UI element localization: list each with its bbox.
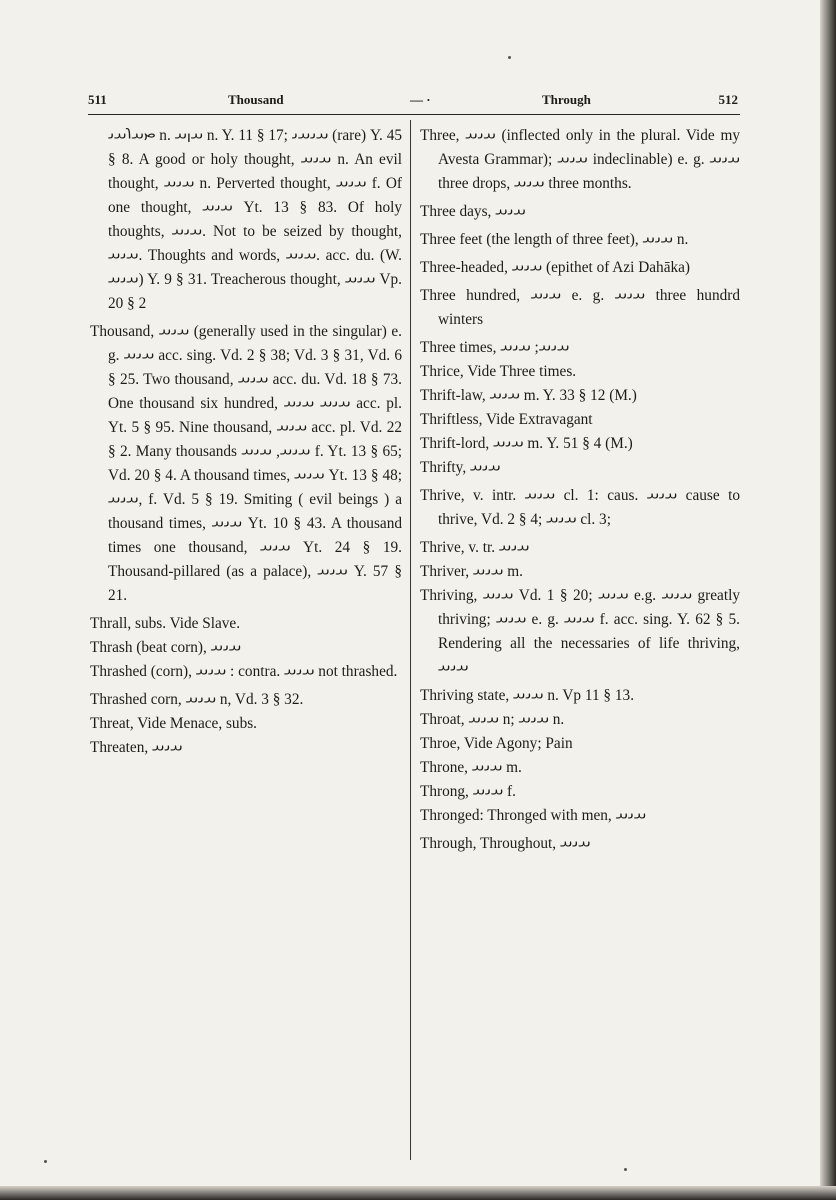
- column-divider: [410, 120, 411, 1160]
- dictionary-entry: Thrice, Vide Three times.: [420, 363, 577, 380]
- dictionary-entry: Thrift-lord, 𐬀𐬌𐬀 m. Y. 51 § 4 (M.): [420, 435, 633, 452]
- headword-right: Through: [542, 92, 591, 107]
- dictionary-entry: Through, Throughout, 𐬀𐬌𐬀: [420, 835, 591, 852]
- dictionary-entry: Threaten, 𐬀𐬌𐬀: [90, 739, 183, 756]
- dictionary-entry: Thriving, 𐬀𐬌𐬀 Vd. 1 § 20; 𐬀𐬌𐬀 e.g. 𐬀𐬌𐬀 greatly thriving; 𐬀𐬌𐬀 e. g. 𐬀𐬌𐬀 f. acc. sing. Y. 62 § 5. Rendering all the necessaries of life thriving, 𐬀𐬌𐬀: [420, 587, 740, 676]
- left-column: [90, 124, 402, 760]
- headword-left: Thousand: [228, 92, 284, 107]
- dictionary-entry: Thrall, subs. Vide Slave.: [90, 615, 241, 632]
- dictionary-entry: Three feet (the length of three feet), 𐬀𐬌𐬀 n.: [420, 231, 689, 248]
- paper-speck: [44, 1160, 47, 1163]
- dictionary-entry: Thrive, v. tr. 𐬀𐬌𐬀: [420, 539, 530, 556]
- dictionary-entry: Thrift-law, 𐬀𐬌𐬀 m. Y. 33 § 12 (M.): [420, 387, 637, 404]
- paper-speck: [508, 56, 511, 59]
- dictionary-entry: Throng, 𐬀𐬌𐬀 f.: [420, 783, 516, 800]
- dictionary-entry: Thrashed corn, 𐬀𐬌𐬀 n, Vd. 3 § 32.: [90, 691, 304, 708]
- dictionary-entry: Three days, 𐬀𐬌𐬀: [420, 203, 526, 220]
- paper-speck: [624, 1168, 627, 1171]
- dictionary-entry: Thriver, 𐬀𐬌𐬀 m.: [420, 563, 523, 580]
- dictionary-entry: Threat, Vide Menace, subs.: [90, 715, 258, 732]
- dictionary-entry: Throat, 𐬀𐬌𐬀 n; 𐬀𐬌𐬀 n.: [420, 711, 565, 728]
- dictionary-entry: 𐬙𐬀𐬭𐬀𐬌 n. 𐬀𐬥𐬀 n. Y. 11 § 17; 𐬀𐬌𐬀𐬌 (rare) Y. 45 § 8. A good or holy thought, 𐬀𐬌𐬀 n. An evil thought, 𐬀𐬌𐬀 n. Perverted thought, 𐬀𐬌𐬀 f. Of one thought, 𐬀𐬌𐬀 Yt. 13 § 83. Of holy thoughts, 𐬀𐬌𐬀. Not to be seized by thought, 𐬀𐬌𐬀. Thoughts and words, 𐬀𐬌𐬀. acc. du. (W. 𐬀𐬌𐬀) Y. 9 § 31. Treacherous thought, 𐬀𐬌𐬀 Vp. 20 § 2: [108, 127, 403, 312]
- dictionary-entry: Throne, 𐬀𐬌𐬀 m.: [420, 759, 522, 776]
- page-number-left: 511: [88, 92, 107, 107]
- dictionary-entry: Thousand, 𐬀𐬌𐬀 (generally used in the singular) e. g. 𐬀𐬌𐬀 acc. sing. Vd. 2 § 38; Vd. 3 § 31, Vd. 6 § 25. Two thousand, 𐬀𐬌𐬀 acc. du. Vd. 18 § 73. One thousand six hundred, 𐬀𐬌𐬀 𐬀𐬌𐬀 acc. pl. Yt. 5 § 95. Nine thousand, 𐬀𐬌𐬀 acc. pl. Vd. 22 § 2. Many thousands 𐬀𐬌𐬀, 𐬀𐬌𐬀 f. Yt. 13 § 65; Vd. 20 § 4. A thousand times, 𐬀𐬌𐬀 Yt. 13 § 48; 𐬀𐬌𐬀, f. Vd. 5 § 19. Smiting ( evil beings ) a thousand times, 𐬀𐬌𐬀 Yt. 10 § 43. A thousand times one thousand, 𐬀𐬌𐬀 Yt. 24 § 19. Thousand-pillared (as a palace), 𐬀𐬌𐬀 Y. 57 § 21.: [90, 323, 403, 604]
- dictionary-entry: Thrive, v. intr. 𐬀𐬌𐬀 cl. 1: caus. 𐬀𐬌𐬀 cause to thrive, Vd. 2 § 4; 𐬀𐬌𐬀 cl. 3;: [420, 487, 740, 528]
- running-header: [88, 92, 738, 112]
- page-edge-bottom: [0, 1186, 836, 1200]
- dictionary-entry: Throe, Vide Agony; Pain: [420, 735, 573, 752]
- header-rule: [88, 114, 740, 115]
- page-number-right: 512: [718, 92, 738, 107]
- right-column: [420, 124, 740, 856]
- dictionary-entry: Thrifty, 𐬀𐬌𐬀: [420, 459, 501, 476]
- header-separator: — ·: [410, 92, 431, 107]
- dictionary-entry: Thronged: Thronged with men, 𐬀𐬌𐬀: [420, 807, 647, 824]
- dictionary-entry: Thrash (beat corn), 𐬀𐬌𐬀: [90, 639, 242, 656]
- dictionary-entry: Thriftless, Vide Extravagant: [420, 411, 593, 428]
- dictionary-entry: Thriving state, 𐬀𐬌𐬀 n. Vp 11 § 13.: [420, 687, 635, 704]
- dictionary-entry: Three-headed, 𐬀𐬌𐬀 (epithet of Azi Dahāka): [420, 259, 691, 276]
- dictionary-entry: Three hundred, 𐬀𐬌𐬀 e. g. 𐬀𐬌𐬀 three hundrd winters: [420, 287, 741, 328]
- dictionary-entry: Three, 𐬀𐬌𐬀 (inflected only in the plural. Vide my Avesta Grammar); 𐬀𐬌𐬀 indeclinable) e. g. 𐬀𐬌𐬀 three drops, 𐬀𐬌𐬀 three months.: [420, 127, 740, 192]
- dictionary-entry: Thrashed (corn), 𐬀𐬌𐬀 : contra. 𐬀𐬌𐬀 not thrashed.: [90, 663, 398, 680]
- page-edge-right: [820, 0, 836, 1200]
- dictionary-entry: Three times, 𐬀𐬌𐬀; 𐬀𐬌𐬀: [420, 339, 570, 356]
